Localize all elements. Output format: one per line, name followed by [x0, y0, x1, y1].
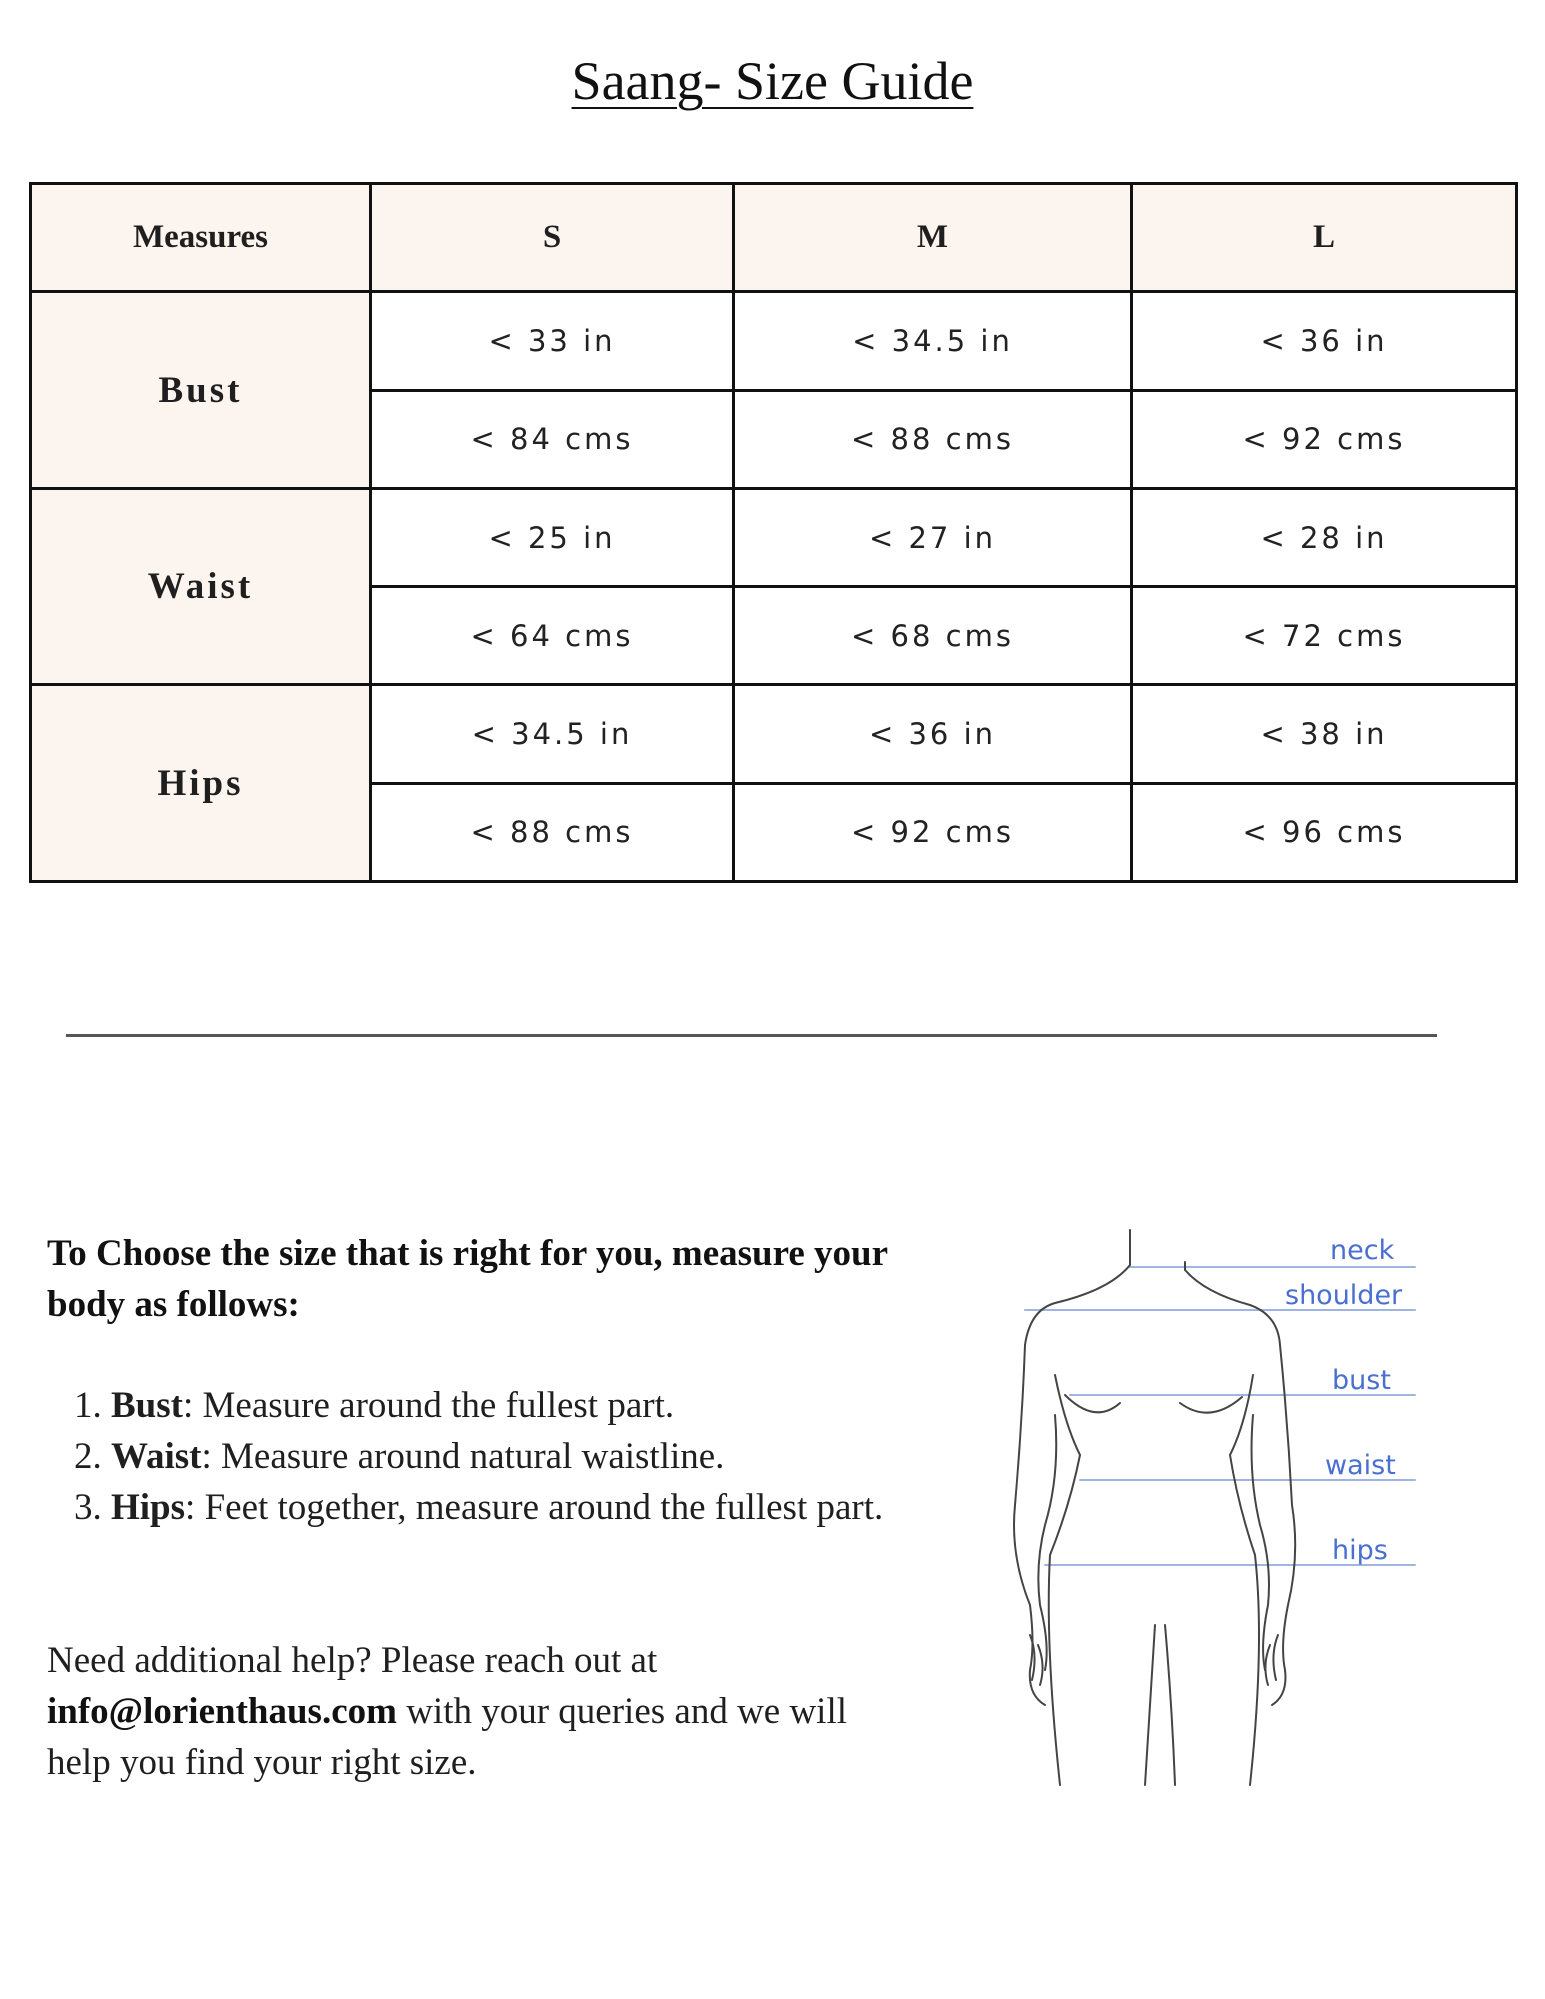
table-cell: < 72 cms — [1132, 587, 1517, 685]
page-title: Saang- Size Guide — [571, 51, 974, 111]
header-size-m: M — [734, 184, 1132, 292]
shoulder-label: shoulder — [1285, 1280, 1403, 1311]
header-size-s: S — [371, 184, 734, 292]
table-row — [31, 685, 1517, 783]
table-cell: < 88 cms — [734, 390, 1132, 488]
table-cell: < 84 cms — [371, 390, 734, 488]
help-text — [47, 1635, 907, 1788]
help-text-after: with your queries and we will help you find your right size. — [47, 1691, 848, 1783]
header-size-l: L — [1132, 184, 1517, 292]
list-item — [111, 1380, 911, 1431]
body-measurement-figure — [1010, 1225, 1460, 1825]
list-item — [111, 1482, 911, 1533]
measure-steps-list — [47, 1380, 911, 1533]
step-term: Waist — [111, 1436, 202, 1477]
measure-hips: Hips — [31, 685, 371, 882]
measure-bust: Bust — [31, 292, 371, 489]
table-cell: < 25 in — [371, 488, 734, 586]
body-outline-illustration — [1010, 1225, 1460, 1825]
table-cell: < 38 in — [1132, 685, 1517, 783]
measure-waist: Waist — [31, 488, 371, 685]
table-row — [31, 292, 1517, 390]
step-text: : Measure around natural waistline. — [201, 1436, 725, 1477]
table-cell: < 88 cms — [371, 783, 734, 881]
table-cell: < 36 in — [1132, 292, 1517, 390]
table-cell: < 34.5 in — [371, 685, 734, 783]
help-email-link[interactable]: info@lorienthaus.com — [47, 1691, 397, 1732]
step-term: Hips — [111, 1487, 186, 1528]
table-cell: < 34.5 in — [734, 292, 1132, 390]
step-term: Bust — [111, 1385, 183, 1426]
help-text-before: Need additional help? Please reach out at — [47, 1640, 658, 1681]
table-cell: < 92 cms — [1132, 390, 1517, 488]
table-cell: < 27 in — [734, 488, 1132, 586]
step-text: : Measure around the fullest part. — [182, 1385, 675, 1426]
table-cell: < 28 in — [1132, 488, 1517, 586]
list-item — [111, 1431, 911, 1482]
neck-label: neck — [1330, 1235, 1395, 1266]
table-row — [31, 488, 1517, 586]
bust-label: bust — [1332, 1365, 1391, 1396]
table-cell: < 92 cms — [734, 783, 1132, 881]
waist-label: waist — [1325, 1450, 1396, 1481]
hips-label: hips — [1332, 1535, 1388, 1566]
table-cell: < 68 cms — [734, 587, 1132, 685]
table-cell: < 36 in — [734, 685, 1132, 783]
table-cell: < 33 in — [371, 292, 734, 390]
table-header-row — [31, 184, 1517, 292]
instructions-intro: To Choose the size that is right for you, measure your body as follows: — [47, 1233, 888, 1325]
size-chart-table — [29, 182, 1518, 883]
step-text: : Feet together, measure around the fullest part. — [185, 1487, 884, 1528]
table-cell: < 96 cms — [1132, 783, 1517, 881]
section-divider — [66, 1034, 1437, 1037]
measurement-lines — [1025, 1267, 1415, 1565]
table-cell: < 64 cms — [371, 587, 734, 685]
header-measures: Measures — [31, 184, 371, 292]
